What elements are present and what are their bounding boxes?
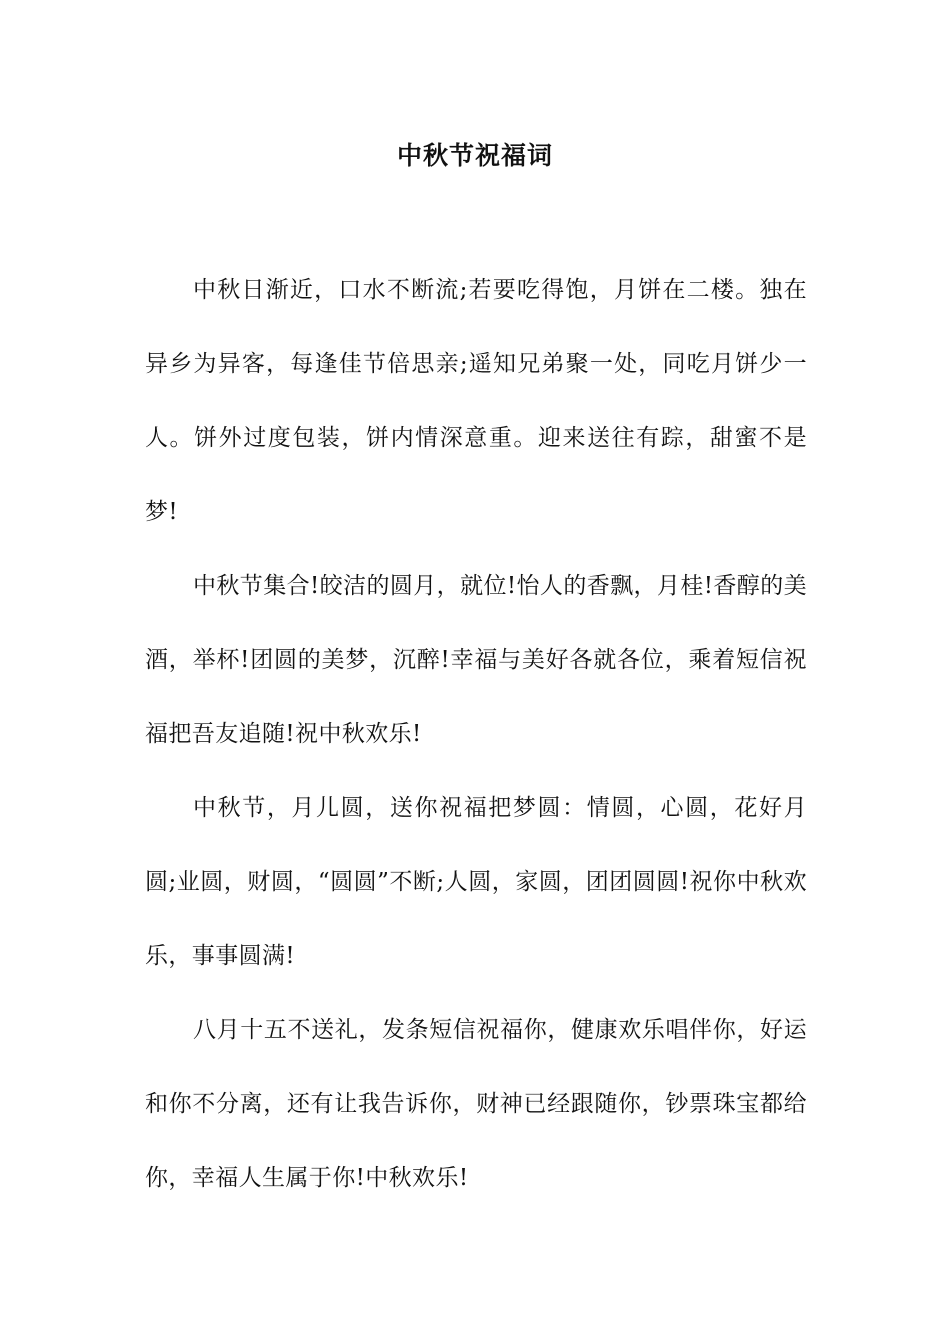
document-body [145,253,807,1215]
paragraph-4: 八月十五不送礼，发条短信祝福你，健康欢乐唱伴你，好运和你不分离，还有让我告诉你，财神已经跟随你，钞票珠宝都给你，幸福人生属于你!中秋欢乐! [145,1017,807,1191]
document-title: 中秋节祝福词 [396,141,553,170]
paragraph-1: 中秋日渐近，口水不断流;若要吃得饱，月饼在二楼。独在异乡为异客，每逢佳节倍思亲;遥知兄弟聚一处，同吃月饼少一人。饼外过度包装，饼内情深意重。迎来送往有踪，甜蜜不是梦! [145,277,807,525]
paragraph-3: 中秋节，月儿圆，送你祝福把梦圆：情圆，心圆，花好月圆;业圆，财圆，“圆圆”不断;人圆，家圆，团团圆圆!祝你中秋欢乐，事事圆满! [145,795,807,969]
paragraph-2: 中秋节集合!皎洁的圆月，就位!怡人的香飘，月桂!香醇的美酒，举杯!团圆的美梦，沉醉!幸福与美好各就各位，乘着短信祝福把吾友追随!祝中秋欢乐! [145,573,807,747]
